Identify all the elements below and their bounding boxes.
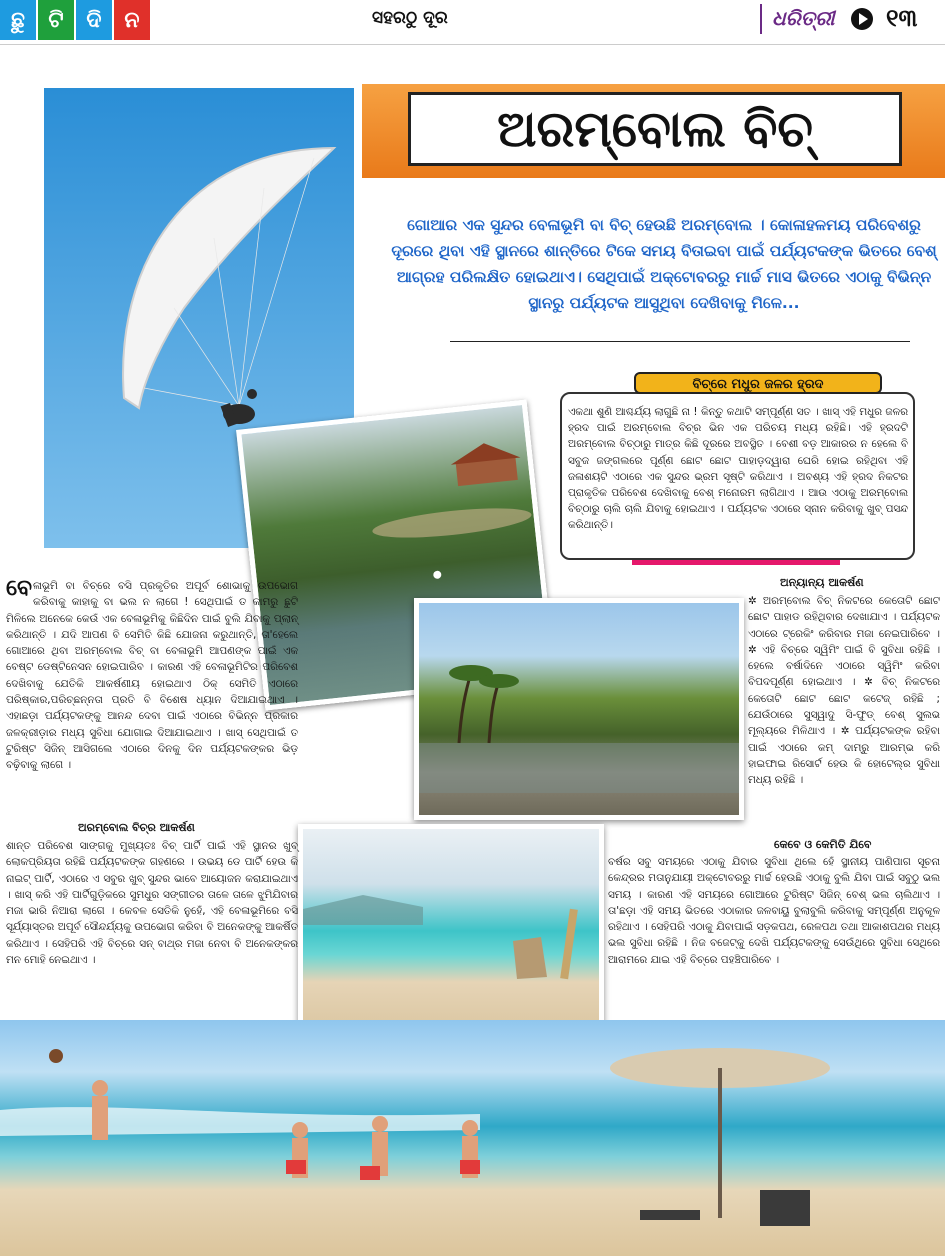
attraction-heading: ଅରମ୍ବୋଲ ବିଚ୍‌ର ଆକର୍ଷଣ [78,821,195,834]
travel-heading: କେବେ ଓ କେମିତି ଯିବେ [774,838,872,851]
beach-photo [298,824,604,1030]
header-tile [0,0,36,40]
beach-panorama-photo [0,1020,945,1256]
header-tile-label: ଦି [86,7,102,33]
brand-logo: ଧରିତ୍ରୀ [772,6,835,30]
header-tile-label: ଛୁ [11,7,25,33]
header-tile [38,0,74,40]
other-attractions-heading: ଅନ୍ୟାନ୍ୟ ଆକର୍ଷଣ [780,576,864,589]
page-header [0,0,945,40]
lead-text: ଳାଭୂମି ବା ବିଚ୍‌ରେ ବସି ପ୍ରକୃତିର ଅପୂର୍ବ ଶୋଭାକୁ ଉପଭୋଗ କରିବାକୁ କାହାକୁ ବା ଭଲ ନ ଲାଗେ ! ସେଥିପାଇଁ ତ କାମରୁ ଛୁଟି ମିଳିଲେ ଅନେକେ କେଉଁ ଏକ ବେଳାଭୂମିକୁ କିଛିଦିନ ପାଇଁ ବୁଲି ଯିବାକୁ ପ୍ଲାନ୍ କରିଥାନ୍ତି । ଯଦି ଆପଣ ବି ସେମିତି କିଛି ଯୋଜନା କରୁଥାନ୍ତି, ତା'ହେଲେ ଗୋଆରେ ଥିବା ଅରମ୍ବୋଲ ବିଚ୍ ବା ବେଳାଭୂମି ଆପଣଙ୍କ ପାଇଁ ଏକ ବେଷ୍ଟ ଡେଷ୍ଟିନେସନ ହୋଇପାରିବ । କାରଣ ଏହି ବେଳାଭୂମିଟିର ପରିବେଶ ଦେଖିବାକୁ ଯେତିକି ଆକର୍ଷଣୀୟ ହୋଇଥାଏ ଠିକ୍ ସେମିତି ଏଠାରେ ପରିଷ୍କାର,ପରିଚ୍ଛନ୍ନତା ପ୍ରତି ବି ବିଶେଷ ଧ୍ୟାନ ଦିଆଯାଇଥାଏ । ଏହାଛଡ଼ା ପର୍ଯ୍ୟଟକଙ୍କୁ ଆନନ୍ଦ ଦେବା ପାଇଁ ଏଠାରେ ବିଭିନ୍ନ ପ୍ରକାର ଜଳକ୍ରୀଡ଼ାର ମଧ୍ୟ ସୁବିଧା ଯୋଗାଇ ଦିଆଯାଇଥାଏ । ଖାସ୍ ସେଥିପାଇଁ ତ ଟୁରିଷ୍ଟ ସିଜିନ୍ ଆସିଗଲେ ଏଠାରେ ଦିନକୁ ଦିନ ପର୍ଯ୍ୟଟକଙ୍କର ଭିଡ଼ ବଢ଼ିବାକୁ ଲାଗେ । [6,580,298,772]
drop-cap: ବେ [6,576,33,601]
page-number: ୧୩ [886,4,918,32]
header-rule [0,44,945,45]
header-tile-label: ଟି [48,7,64,33]
header-divider [760,4,762,34]
other-attractions-text: ✲ ଅରମ୍ବୋଲ ବିଚ୍ ନିକଟରେ କେତୋଟି ଛୋଟ ଛୋଟ ପାହାଡ ରହିଥିବାର ଦେଖାଯାଏ । ପର୍ଯ୍ୟଟକ ଏଠାରେ ଟ୍ରେକିଂ କରିବାର ମଜା ନେଇପାରିବେ । ✲ ଏହି ବିଚ୍‌ରେ ସ୍ୱିମିଂ ପାଇଁ ବି ସୁବିଧା ରହିଛି । ହେଲେ ବର୍ଷାଦିନେ ଏଠାରେ ସ୍ୱିମିଂ କରିବା ବିପଦପୂର୍ଣ୍ଣ ହୋଇଥାଏ । ✲ ବିଚ୍ ନିକଟରେ କେତୋଟି ଛୋଟ ଛୋଟ କଟେଜ୍ ରହିଛି ; ଯେଉଁଠାରେ ସୁସ୍ୱାଦୁ ସି-ଫୁଡ୍ ବେଶ୍ ସୁଲଭ ମୂଲ୍ୟରେ ମିଳିଥାଏ । ✲ ପର୍ଯ୍ୟଟକଙ୍କ ରହିବା ପାଇଁ ଏଠାରେ କମ୍ ଦାମ୍‌ରୁ ଆରମ୍ଭ କରି ହାଇଫାଇ ରିସୋର୍ଟ ହେଉ କି ହୋଟେଲ୍‌ର ସୁବିଧା ମଧ୍ୟ ରହିଛି । [748,595,940,787]
header-tile [114,0,150,40]
header-tile [76,0,112,40]
lake-box-accent-bar [632,560,840,565]
header-tile-label: ନ [124,7,140,33]
beach-photo-illustration [303,829,599,1025]
lead-paragraph [6,578,298,774]
lake-box-text: ଏକଥା ଶୁଣି ଆଶ୍ଚର୍ଯ୍ୟ ଲାଗୁଛି ନା ! କିନ୍ତୁ କଥାଟି ସମ୍ପୂର୍ଣ୍ଣ ସତ । ଖାସ୍ ଏହି ମଧୁର ଜଳର ହ୍ରଦ ପାଇଁ ଅରମ୍ବୋଲ ବିଚ୍‌ର ଭିନ ଏକ ପରିଚୟ ମଧ୍ୟ ରହିଛି। ଏହି ହ୍ରଦଟି ଅରମ୍ବୋଲ ବିଚ୍‌ଠାରୁ ମାତ୍ର କିଛି ଦୂରରେ ଅବସ୍ଥିତ । ବେଶୀ ବଡ଼ ଆକାରର ନ ହେଲେ ବି ସବୁଜ ଜଙ୍ଗଲରେ ପୂର୍ଣ୍ଣ ଛୋଟ ଛୋଟ ପାହାଡ଼ଦ୍ୱାରା ଘେରି ହୋଇ ରହିଥିବା ଏହି ଜଳାଶୟଟି ଏଠାରେ ଏକ ସୁନ୍ଦର ଭ୍ରମ ସୃଷ୍ଟି କରିଥାଏ । ଅବଶ୍ୟ ଏହି ହ୍ରଦ ନିକଟର ପ୍ରାକୃତିକ ପରିବେଶ ଦେଖିବାକୁ ବେଶ୍ ମନୋରମ ଲାଗିଥାଏ । ଆଉ ଏଠାକୁ ଅରମ୍ବୋଲ ବିଚ୍‌ଠାରୁ ଚାଲି ଚାଲି ଯିବାକୁ ହୋଇଥାଏ । ପର୍ଯ୍ୟଟକ ଏଠାରେ ସ୍ନାନ କରିବାକୁ ଖୁବ୍ ପସନ୍ଦ କରିଥାନ୍ତି। [568,406,908,532]
attraction-text: ଶାନ୍ତ ପରିବେଶ ସାଙ୍ଗକୁ ମୁଖ୍ୟତଃ ବିଚ୍ ପାର୍ଟି ପାଇଁ ଏହି ସ୍ଥାନର ଖୁବ୍ ଲୋକପ୍ରିୟତା ରହିଛି ପର୍ଯ୍ୟଟକଙ୍କ ଗହଣରେ । ଉଭୟ ଡେ ପାର୍ଟି ହେଉ କି ନାଇଟ୍ ପାର୍ଟି, ଏଠାରେ ଏ ସବୁର ଖୁବ୍ ସୁନ୍ଦର ଭାବେ ଆୟୋଜନ କରାଯାଇଥାଏ । ଖାସ୍ କରି ଏହି ପାର୍ଟିଗୁଡ଼ିକରେ ସୁମଧୁର ସଙ୍ଗୀତର ତାଳେ ତାଳେ ଝୁମିଯିବାର ମଜା ଭାରି ନିଆରା ଲାଗେ । କେବଳ ସେତିକି ନୁହେଁ, ଏହି ବେଳାଭୂମିରେ ବସି ସୂର୍ଯ୍ୟାସ୍ତର ଅପୂର୍ବ ସୌନ୍ଦର୍ଯ୍ୟକୁ ଉପଭୋଗ କରିବା ବି ଅନେକଙ୍କୁ ଆକର୍ଷିତ କରିଥାଏ । ସେହିପରି ଏହି ବିଚ୍‌ରେ ସନ୍ ବାଥ୍‌ର ମଜା ନେବା ବି ଅନେକଙ୍କର ମନ ମୋହି ନେଇଥାଏ । [6,840,298,967]
section-tagline: ସହରଠୁ ଦୂର [372,8,448,28]
lake-box-heading: ବିଚ୍‌ରେ ମଧୁର ଜଳର ହ୍ରଦ [634,372,882,394]
beach-panorama-illustration [0,1020,945,1256]
lagoon-photo [414,598,744,820]
article-title: ଅରମ୍ବୋଲ ବିଚ୍ [408,92,902,166]
travel-text: ବର୍ଷର ସବୁ ସମୟରେ ଏଠାକୁ ଯିବାର ସୁବିଧା ଥିଲେ ହେଁ ସ୍ଥାନୀୟ ପାଣିପାଗ ସୂଚନା କେନ୍ଦ୍ରର ମତାନୁଯାୟୀ ଅକ୍ଟୋବରରୁ ମାର୍ଚ୍ଚ ହେଉଛି ଏଠାକୁ ବୁଲି ଯିବା ପାଇଁ ସବୁଠୁ ଭଲ ସମୟ । କାରଣ ଏହି ସମୟରେ ଗୋଆରେ ଟୁରିଷ୍ଟ ସିଜିନ୍ ବେଶ୍ ଭଲ ଚାଲିଥାଏ । ତା'ଛଡ଼ା ଏହି ସମୟ ଭିତରେ ଏଠାକାର ଜଳବାୟୁ ବୁଲାବୁଲି କରିବାକୁ ସମ୍ପୂର୍ଣ୍ଣ ଅନୁକୂଳ ରହିଥାଏ । ସେହିପରି ଏଠାକୁ ଯିବାପାଇଁ ସଡ଼କପଥ, ରେଳପଥ ତଥା ଆକାଶପଥର ମଧ୍ୟ ଭଲ ସୁବିଧା ରହିଛି । ନିଜ ବଜେଟ୍‌କୁ ଦେଖି ପର୍ଯ୍ୟଟକଙ୍କୁ ସେଉଁଥିରେ ସୁବିଧା ସେଥିରେ ଆରାମରେ ଯାଇ ଏହି ବିଚ୍‌ରେ ପହଞ୍ଚିପାରିବେ । [608,856,940,966]
play-icon [850,7,874,31]
intro-divider [450,341,910,342]
lagoon-photo-illustration [419,603,739,815]
article-intro: ଗୋଆର ଏକ ସୁନ୍ଦର ବେଳାଭୂମି ବା ବିଚ୍ ହେଉଛି ଅରମ୍ବୋଲ । କୋଳାହଳମୟ ପରିବେଶରୁ ଦୂରରେ ଥିବା ଏହି ସ୍ଥାନରେ ଶାନ୍ତିରେ ଟିକେ ସମୟ ବିତାଇବା ପାଇଁ ପର୍ଯ୍ୟଟକଙ୍କ ଭିତରେ ବେଶ୍ ଆଗ୍ରହ ପରିଲକ୍ଷିତ ହୋଇଥାଏ। ସେଥିପାଇଁ ଅକ୍ଟୋବରରୁ ମାର୍ଚ୍ଚ ମାସ ଭିତରେ ଏଠାକୁ ବିଭିନ୍ନ ସ୍ଥାନରୁ ପର୍ଯ୍ୟଟକ ଆସୁଥିବା ଦେଖିବାକୁ ମିଳେ... [391,216,937,312]
